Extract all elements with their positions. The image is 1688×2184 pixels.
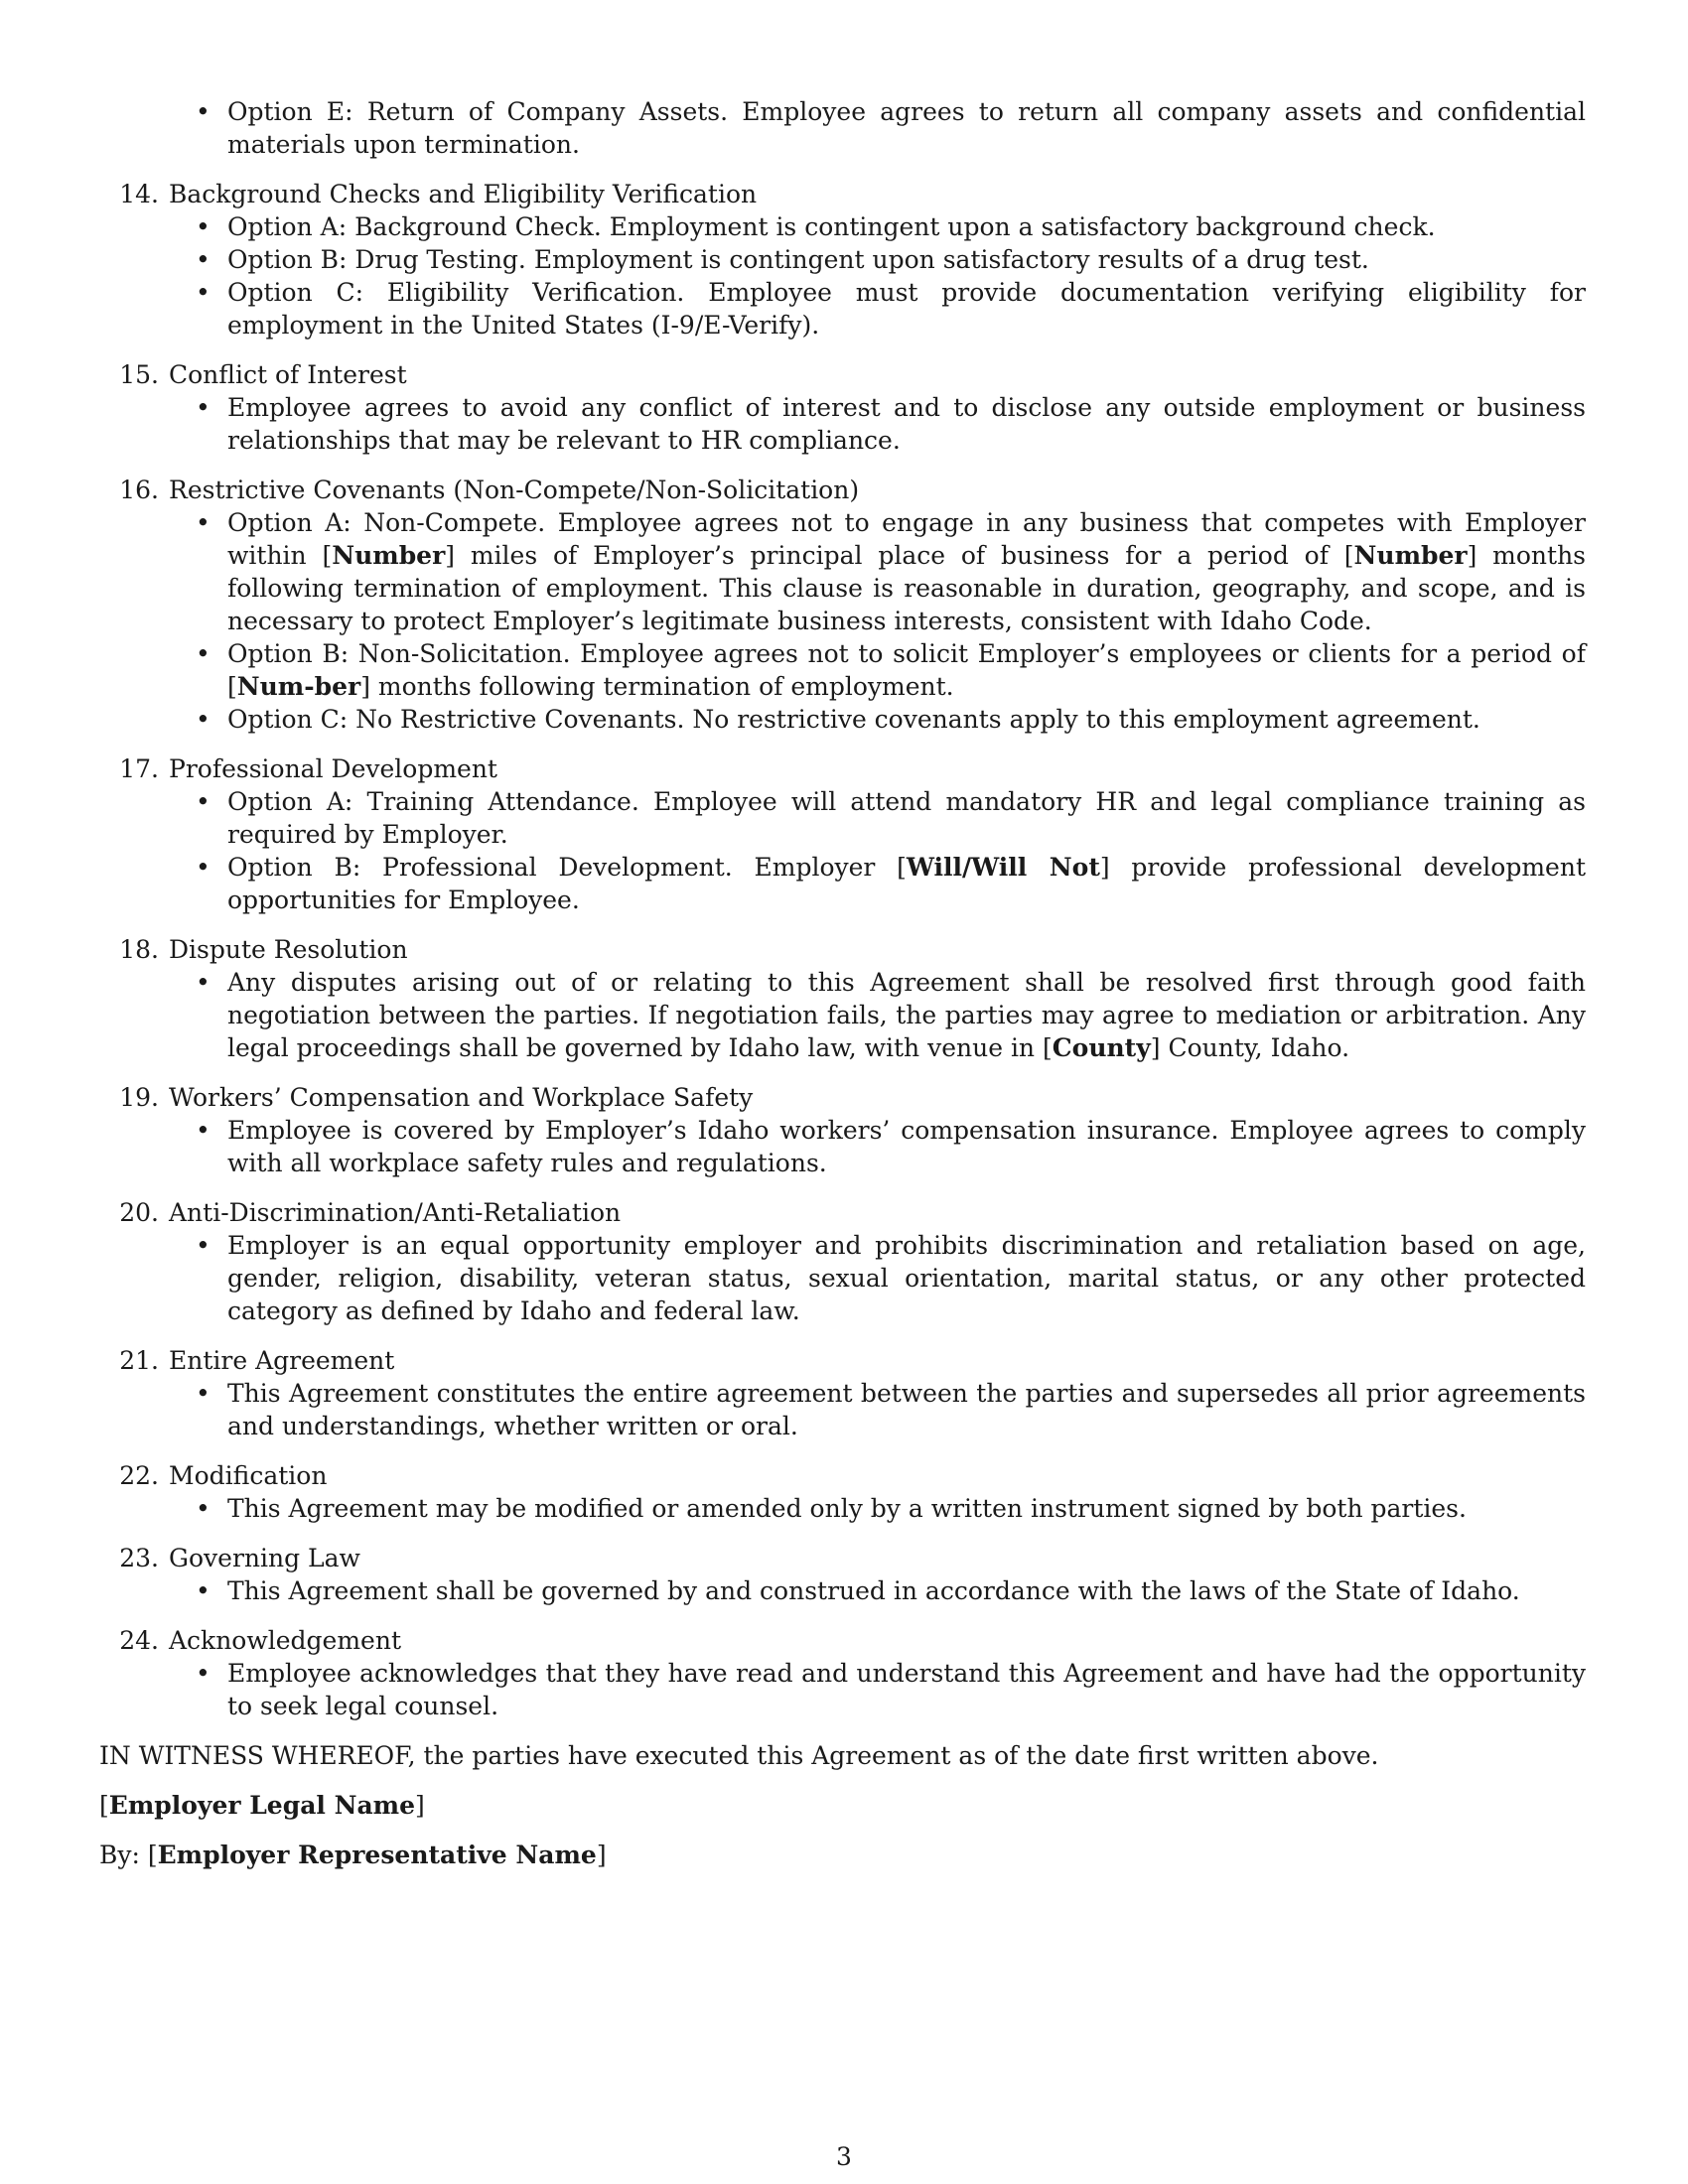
option-text: Option C: No Restrictive Covenants. No restrictive covenants apply to this employment agreement. xyxy=(227,705,1480,734)
representative-bracket-close: ] xyxy=(596,1841,607,1869)
by-prefix: By: [ xyxy=(99,1841,158,1869)
section-title: Background Checks and Eligibility Verification xyxy=(169,180,758,208)
option-text: Option B: Professional Development. Employer [ xyxy=(227,853,907,882)
section-number: 19. xyxy=(119,1083,159,1112)
option-text: Employee is covered by Employer’s Idaho workers’ compensation insurance. Employee agrees to comply with all workplace safety rules and regulations. xyxy=(227,1116,1586,1177)
section-number: 24. xyxy=(119,1626,159,1655)
section-heading xyxy=(99,1344,1586,1377)
option-text: Option E: Return of Company Assets. Employee agrees to return all company assets and confidential materials upon termination. xyxy=(227,97,1586,159)
section-title: Restrictive Covenants (Non-Compete/Non-Solicitation) xyxy=(169,476,860,504)
section-option-list xyxy=(99,210,1586,341)
option-text: Any disputes arising out of or relating to this Agreement shall be resolved first through good faith negotiation between the parties. If negotiation fails, the parties may agree to mediation or arbitration. Any legal proceedings shall be governed by Idaho law, with venue in [ xyxy=(227,968,1586,1062)
section-heading xyxy=(99,474,1586,506)
option-text: ] miles of Employer’s principal place of business for a period of [ xyxy=(445,541,1354,570)
option-item xyxy=(99,276,1586,341)
placeholder-field: Number xyxy=(332,541,446,570)
option-item xyxy=(99,637,1586,703)
employer-legal-name-placeholder: Employer Legal Name xyxy=(108,1791,416,1820)
employer-signature-line xyxy=(99,1789,1586,1822)
section-18 xyxy=(99,933,1586,1064)
option-item xyxy=(99,1377,1586,1442)
section-option-list xyxy=(99,1657,1586,1722)
section-19 xyxy=(99,1081,1586,1179)
option-item xyxy=(99,966,1586,1064)
section-23 xyxy=(99,1542,1586,1607)
section-option-list xyxy=(99,1574,1586,1607)
section-option-list xyxy=(99,785,1586,916)
option-text: Employee agrees to avoid any conflict of interest and to disclose any outside employment or business relationships that may be relevant to HR compliance. xyxy=(227,393,1586,455)
section-title: Modification xyxy=(169,1461,328,1490)
section-heading xyxy=(99,178,1586,210)
option-text: This Agreement shall be governed by and construed in accordance with the laws of the State of Idaho. xyxy=(227,1576,1520,1605)
section-heading xyxy=(99,358,1586,391)
option-text: Option A: Non-Compete. Employee agrees not to engage in any business that competes with Employer within [ xyxy=(227,508,1586,570)
section-24 xyxy=(99,1624,1586,1722)
representative-name-placeholder: Employer Representative Name xyxy=(157,1841,597,1869)
section-number: 20. xyxy=(119,1198,159,1227)
option-item xyxy=(99,210,1586,243)
section-heading xyxy=(99,1196,1586,1229)
section-option-list xyxy=(99,1377,1586,1442)
section-20 xyxy=(99,1196,1586,1327)
document-content xyxy=(99,95,1586,1871)
option-item xyxy=(99,785,1586,851)
section-heading xyxy=(99,1081,1586,1114)
option-text: Option C: Eligibility Verification. Employee must provide documentation verifying eligibility for employment in the United States (I-9/E-Verify). xyxy=(227,278,1586,340)
employer-bracket-open: [ xyxy=(99,1791,109,1820)
section-option-list xyxy=(99,391,1586,457)
option-text: ] months following termination of employment. This clause is reasonable in duration, geography, and scope, and is necessary to protect Employer’s legitimate business interests, consistent with Idaho Code. xyxy=(227,541,1586,635)
section-option-list xyxy=(99,966,1586,1064)
option-item xyxy=(99,1574,1586,1607)
section-heading xyxy=(99,933,1586,966)
section-number: 15. xyxy=(119,360,159,389)
option-text: Employer is an equal opportunity employer and prohibits discrimination and retaliation based on age, gender, religion, disability, veteran status, sexual orientation, marital status, or any other protected category as defined by Idaho and federal law. xyxy=(227,1231,1586,1325)
section-17 xyxy=(99,752,1586,916)
witness-clause: IN WITNESS WHEREOF, the parties have executed this Agreement as of the date first written above. xyxy=(99,1741,1379,1770)
option-item xyxy=(99,1114,1586,1179)
option-text: ] provide professional development opportunities for Employee. xyxy=(227,853,1586,914)
option-item xyxy=(99,1229,1586,1327)
section-number: 16. xyxy=(119,476,159,504)
option-item xyxy=(99,1657,1586,1722)
option-text: ] months following termination of employment. xyxy=(360,672,954,701)
option-text: Option B: Drug Testing. Employment is contingent upon satisfactory results of a drug test. xyxy=(227,245,1369,274)
section-title: Acknowledgement xyxy=(169,1626,401,1655)
page-number: 3 xyxy=(836,2142,852,2171)
section-heading xyxy=(99,1624,1586,1657)
option-text: Option B: Non-Solicitation. Employee agrees not to solicit Employer’s employees or clients for a period of [ xyxy=(227,639,1586,701)
section-heading xyxy=(99,1459,1586,1492)
section-22 xyxy=(99,1459,1586,1525)
option-text: Option A: Background Check. Employment is contingent upon a satisfactory background check. xyxy=(227,212,1436,241)
option-item xyxy=(99,243,1586,276)
sections-container xyxy=(99,178,1586,1722)
section-number: 17. xyxy=(119,754,159,783)
section-16 xyxy=(99,474,1586,736)
section-heading xyxy=(99,752,1586,785)
representative-signature-line xyxy=(99,1839,1586,1871)
section-title: Governing Law xyxy=(169,1544,360,1572)
section-14 xyxy=(99,178,1586,341)
section-heading xyxy=(99,1542,1586,1574)
option-text: This Agreement constitutes the entire agreement between the parties and supersedes all prior agreements and understandings, whether written or oral. xyxy=(227,1379,1586,1440)
section-number: 18. xyxy=(119,935,159,964)
section-title: Dispute Resolution xyxy=(169,935,408,964)
option-text: Employee acknowledges that they have read and understand this Agreement and have had the opportunity to seek legal counsel. xyxy=(227,1659,1586,1720)
section-option-list xyxy=(99,1492,1586,1525)
section-option-list xyxy=(99,1114,1586,1179)
section-title: Entire Agreement xyxy=(169,1346,395,1375)
section-title: Conflict of Interest xyxy=(169,360,407,389)
option-item xyxy=(99,703,1586,736)
option-item xyxy=(99,95,1586,161)
section-number: 14. xyxy=(119,180,159,208)
option-item xyxy=(99,391,1586,457)
placeholder-field: Will/Will Not xyxy=(906,853,1100,882)
option-item xyxy=(99,506,1586,637)
section-21 xyxy=(99,1344,1586,1442)
option-text: ] County, Idaho. xyxy=(1150,1033,1350,1062)
option-text: This Agreement may be modified or amended only by a written instrument signed by both parties. xyxy=(227,1494,1467,1523)
section-option-list xyxy=(99,506,1586,736)
section-title: Professional Development xyxy=(169,754,497,783)
section-number: 23. xyxy=(119,1544,159,1572)
section-title: Workers’ Compensation and Workplace Safety xyxy=(169,1083,754,1112)
intro-option-list xyxy=(99,95,1586,161)
placeholder-field: Num-ber xyxy=(236,672,361,701)
placeholder-field: Number xyxy=(1353,541,1468,570)
section-number: 22. xyxy=(119,1461,159,1490)
option-text: Option A: Training Attendance. Employee will attend mandatory HR and legal compliance training as required by Employer. xyxy=(227,787,1586,849)
section-option-list xyxy=(99,1229,1586,1327)
employer-bracket-close: ] xyxy=(415,1791,425,1820)
placeholder-field: County xyxy=(1052,1033,1151,1062)
option-item xyxy=(99,1492,1586,1525)
section-title: Anti-Discrimination/Anti-Retaliation xyxy=(169,1198,622,1227)
section-number: 21. xyxy=(119,1346,159,1375)
option-item xyxy=(99,851,1586,916)
section-15 xyxy=(99,358,1586,457)
